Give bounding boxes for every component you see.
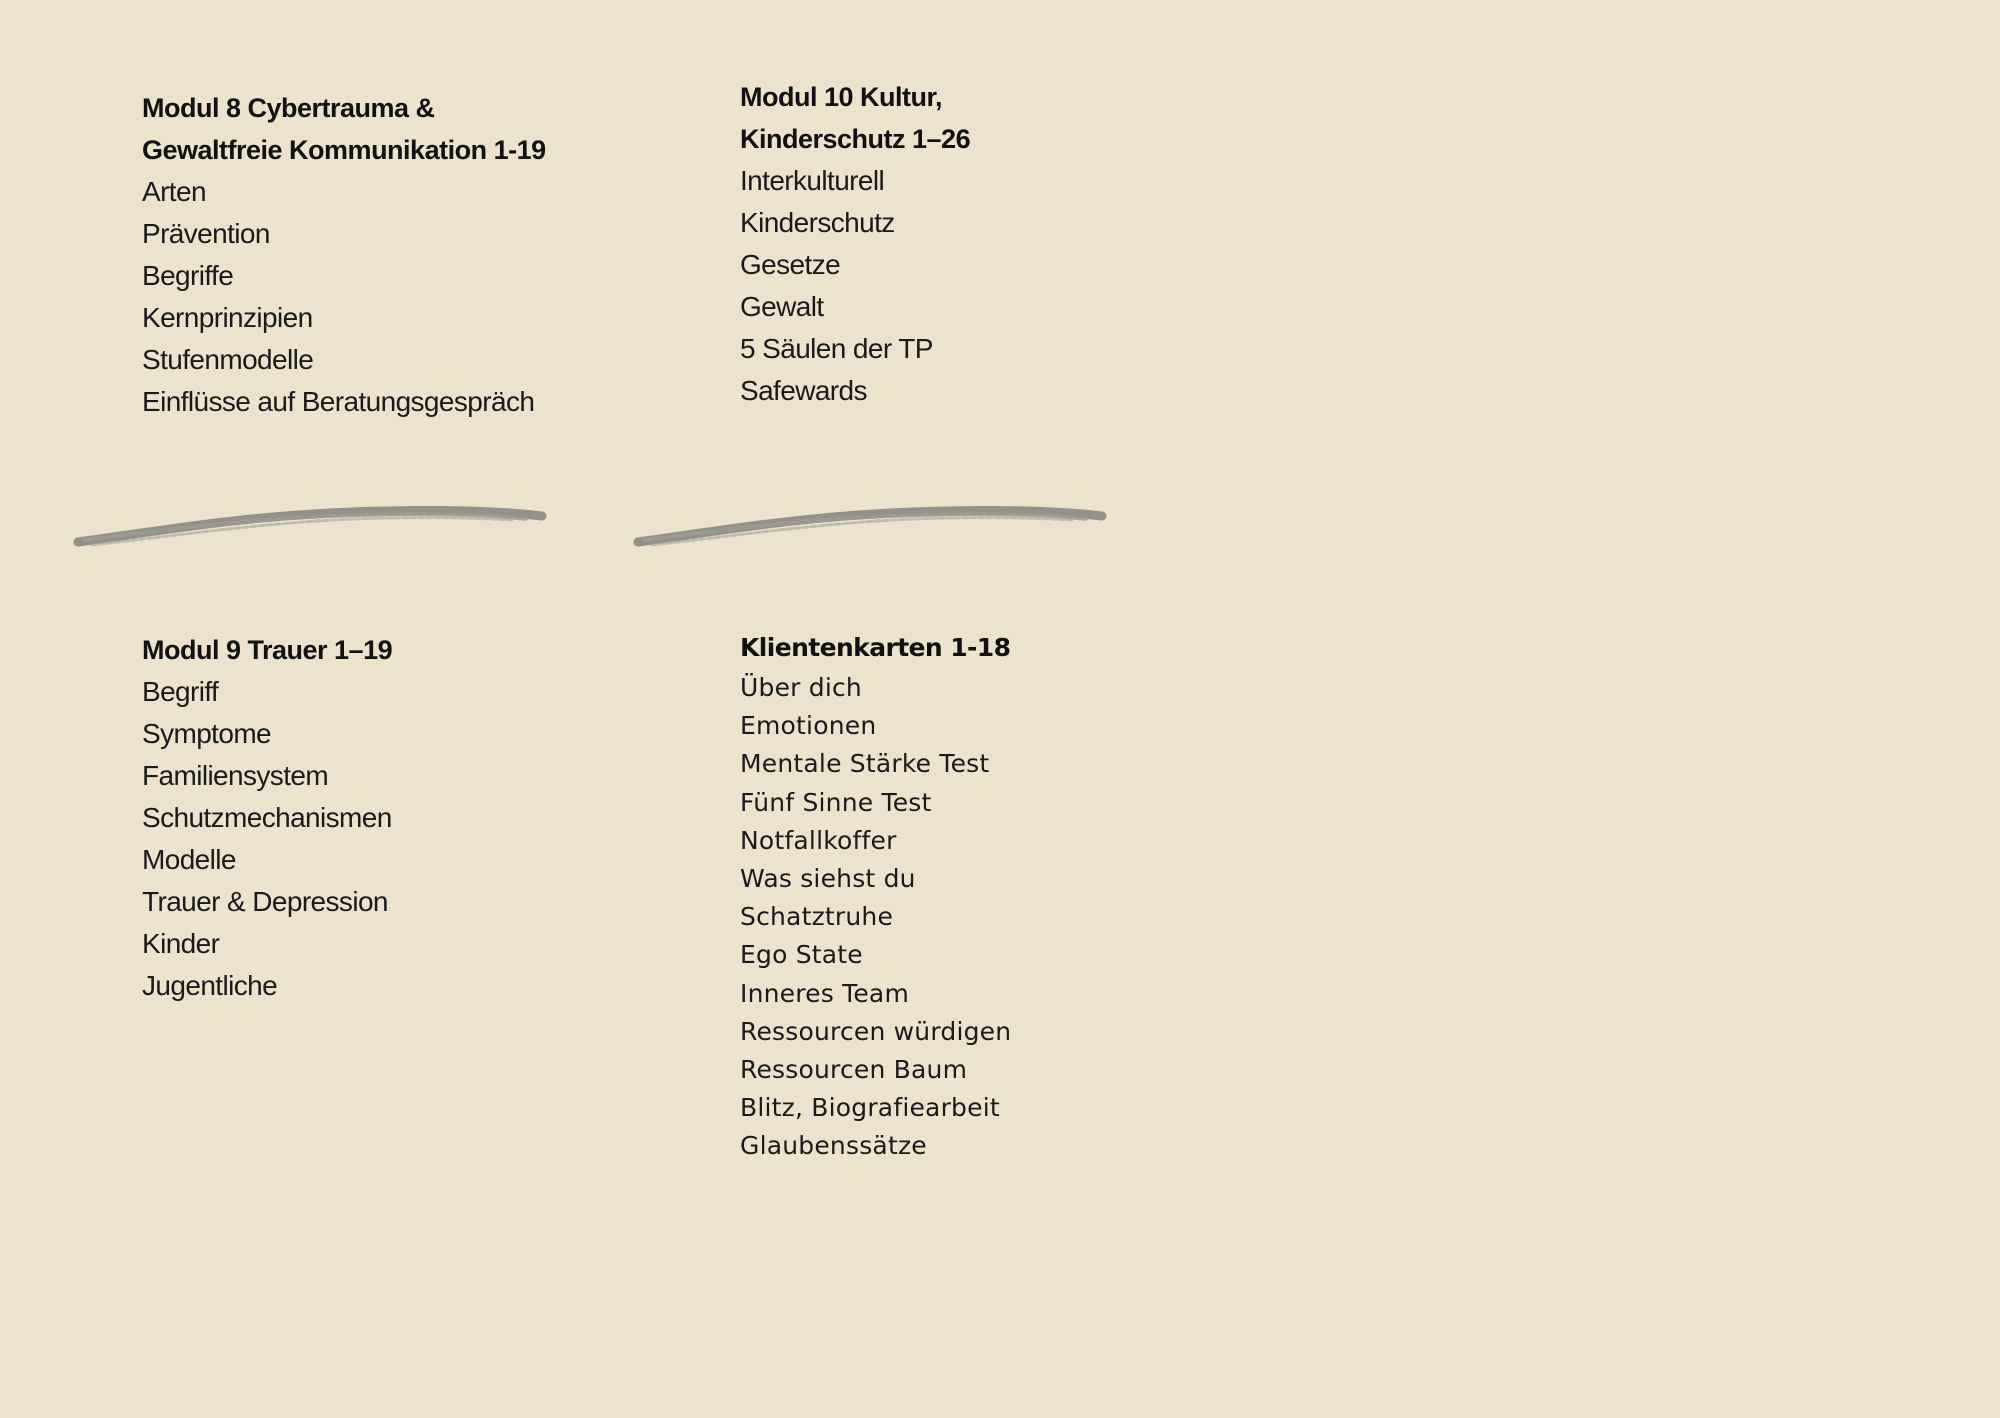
card-item: Inneres Team [740, 978, 910, 1008]
card-item: Notfallkoffer [740, 825, 897, 855]
section-title-line-2: Kinderschutz 1–26 [740, 124, 971, 154]
section-modul-9 [142, 629, 392, 1007]
topic-list [142, 671, 392, 1007]
topic-item: Schutzmechanismen [142, 802, 392, 833]
topic-item: Gesetze [740, 249, 841, 280]
section-modul-10 [740, 76, 970, 412]
card-item: Ressourcen Baum [740, 1055, 968, 1085]
topic-item: Gewalt [740, 291, 824, 322]
topic-item: Begriffe [142, 260, 234, 291]
section-title: Klientenkarten 1-18 [740, 633, 1011, 662]
topic-item: Trauer & Depression [142, 886, 388, 917]
section-klientenkarten [740, 627, 1011, 1166]
section-title: Modul 9 Trauer 1–19 [142, 635, 393, 665]
section-title [142, 87, 546, 171]
section-title-line-2: Gewaltfreie Kommunikation 1-19 [142, 135, 546, 165]
card-item: Fünf Sinne Test [740, 787, 932, 817]
topic-item: Safewards [740, 375, 867, 406]
topic-item: Symptome [142, 718, 272, 749]
section-title [740, 76, 970, 160]
topic-item: Familiensystem [142, 760, 329, 791]
brush-stroke-divider-left [72, 496, 552, 556]
topic-item: Kinderschutz [740, 207, 895, 238]
card-item: Ressourcen würdigen [740, 1016, 1012, 1046]
topic-item: Prävention [142, 218, 270, 249]
topic-item: Begriff [142, 676, 219, 707]
topic-item: 5 Säulen der TP [740, 333, 933, 364]
card-item: Über dich [740, 673, 862, 702]
card-item: Was siehst du [740, 864, 916, 894]
topic-item: Stufenmodelle [142, 344, 314, 375]
topic-list [740, 160, 970, 412]
card-item: Emotionen [740, 711, 877, 741]
card-item: Mentale Stärke Test [740, 749, 990, 779]
topic-item: Kernprinzipien [142, 302, 313, 333]
section-modul-8 [142, 87, 546, 423]
card-item: Glaubenssätze [740, 1131, 927, 1161]
section-title-line-1: Modul 8 Cybertrauma & [142, 93, 435, 123]
topic-item: Jugentliche [142, 970, 278, 1001]
topic-list [142, 171, 546, 423]
card-item: Blitz, Biografiearbeit [740, 1093, 1000, 1123]
topic-item: Interkulturell [740, 165, 885, 196]
card-item: Schatztruhe [740, 902, 894, 932]
brush-stroke-divider-right [632, 496, 1112, 556]
topic-item: Arten [142, 176, 206, 207]
topic-item: Einflüsse auf Beratungsgespräch [142, 386, 535, 417]
card-item: Ego State [740, 940, 863, 970]
topic-item: Modelle [142, 844, 236, 875]
section-title-line-1: Modul 10 Kultur, [740, 82, 943, 112]
card-list [740, 669, 1011, 1166]
topic-item: Kinder [142, 928, 220, 959]
